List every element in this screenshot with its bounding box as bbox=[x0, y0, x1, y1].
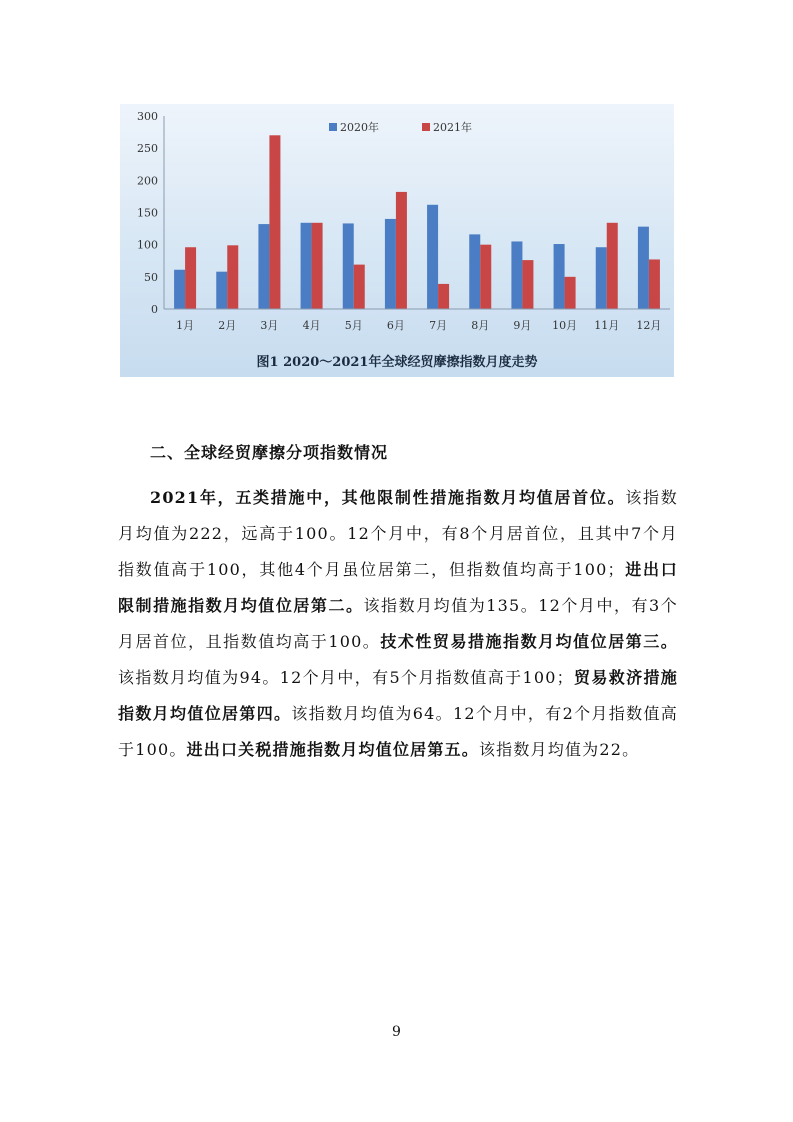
x-tick-label: 2月 bbox=[218, 319, 237, 332]
y-tick-label: 50 bbox=[144, 270, 158, 284]
sentence-2-detail: 该指数月均值为135。12个月中，有3个月居首位，且指数值均高于100。 bbox=[118, 596, 678, 651]
figure-caption: 图1 2020～2021年全球经贸摩擦指数月度走势 bbox=[256, 355, 538, 370]
y-tick-label: 0 bbox=[151, 303, 158, 316]
y-tick-label: 250 bbox=[137, 142, 158, 156]
x-tick-label: 10月 bbox=[552, 319, 578, 332]
bar-2021 bbox=[227, 245, 238, 309]
bar-2020 bbox=[301, 223, 312, 309]
x-tick-label: 1月 bbox=[176, 319, 195, 332]
bar-2020 bbox=[427, 205, 438, 309]
bold-sentence-3: 技术性贸易措施指数月均值位居第三。 bbox=[380, 632, 678, 651]
bar-2021 bbox=[649, 259, 660, 309]
y-tick-label: 150 bbox=[137, 206, 158, 220]
bar-2021 bbox=[354, 265, 365, 309]
legend-swatch bbox=[422, 123, 430, 131]
paragraph bbox=[118, 480, 678, 768]
x-tick-label: 11月 bbox=[594, 319, 620, 332]
bar-2020 bbox=[554, 244, 565, 309]
page-number: 9 bbox=[392, 1024, 401, 1040]
bar-2020 bbox=[469, 234, 480, 309]
y-axis bbox=[137, 110, 164, 316]
legend bbox=[329, 120, 472, 134]
bar-2021 bbox=[312, 223, 323, 309]
bar-2021 bbox=[438, 284, 449, 309]
x-tick-label: 12月 bbox=[636, 319, 662, 332]
chart-figure bbox=[120, 104, 674, 377]
x-tick-label: 5月 bbox=[344, 319, 363, 332]
y-tick-label: 100 bbox=[137, 238, 158, 252]
x-tick-label: 4月 bbox=[302, 319, 321, 332]
bar-2020 bbox=[596, 247, 607, 309]
sentence-3-detail: 该指数月均值为94。12个月中，有5个月指数值高于100； bbox=[118, 668, 574, 687]
bar-2021 bbox=[269, 135, 280, 309]
bars bbox=[174, 135, 660, 309]
bold-sentence-1: 2021年，五类措施中，其他限制性措施指数月均值居首位。 bbox=[150, 488, 626, 507]
bar-2021 bbox=[565, 277, 576, 309]
legend-label: 2021年 bbox=[433, 121, 472, 134]
x-tick-label: 7月 bbox=[429, 319, 448, 332]
x-axis bbox=[164, 309, 670, 332]
bar-2020 bbox=[216, 272, 227, 309]
bar-chart bbox=[120, 104, 674, 377]
bold-sentence-4: 贸易救济措施指数月均值位居第四。 bbox=[118, 668, 679, 723]
x-tick-label: 6月 bbox=[386, 319, 405, 332]
bar-2020 bbox=[343, 223, 354, 309]
sentence-5-detail: 该指数月均值为22。 bbox=[478, 740, 640, 759]
y-tick-label: 300 bbox=[137, 110, 158, 123]
bold-sentence-2: 进出口限制措施指数月均值位居第二。 bbox=[118, 560, 678, 615]
x-tick-label: 8月 bbox=[471, 319, 490, 332]
x-tick-label: 9月 bbox=[513, 319, 532, 332]
bar-2021 bbox=[396, 192, 407, 309]
bar-2020 bbox=[258, 224, 269, 309]
section-heading: 二、全球经贸摩擦分项指数情况 bbox=[150, 443, 389, 462]
sentence-4-detail: 该指数月均值为64。12个月中，有2个月指数值高于100。 bbox=[118, 704, 678, 759]
y-tick-label: 200 bbox=[137, 174, 158, 188]
bar-2021 bbox=[522, 260, 533, 309]
bold-sentence-5: 进出口关税措施指数月均值位居第五。 bbox=[186, 740, 479, 759]
body-paragraph bbox=[118, 480, 678, 768]
bar-2021 bbox=[185, 247, 196, 309]
bar-2020 bbox=[174, 270, 185, 309]
legend-label: 2020年 bbox=[340, 121, 379, 134]
bar-2020 bbox=[385, 219, 396, 309]
bar-2020 bbox=[511, 241, 522, 309]
bar-2021 bbox=[607, 223, 618, 309]
bar-2020 bbox=[638, 227, 649, 309]
sentence-1-detail: 该指数月均值为222，远高于100。12个月中，有8个月居首位，且其中7个月指数值高于100，其他4个月虽位居第二，但指数值均高于100； bbox=[118, 488, 678, 579]
legend-swatch bbox=[329, 123, 337, 131]
x-tick-label: 3月 bbox=[260, 319, 279, 332]
bar-2021 bbox=[480, 245, 491, 309]
